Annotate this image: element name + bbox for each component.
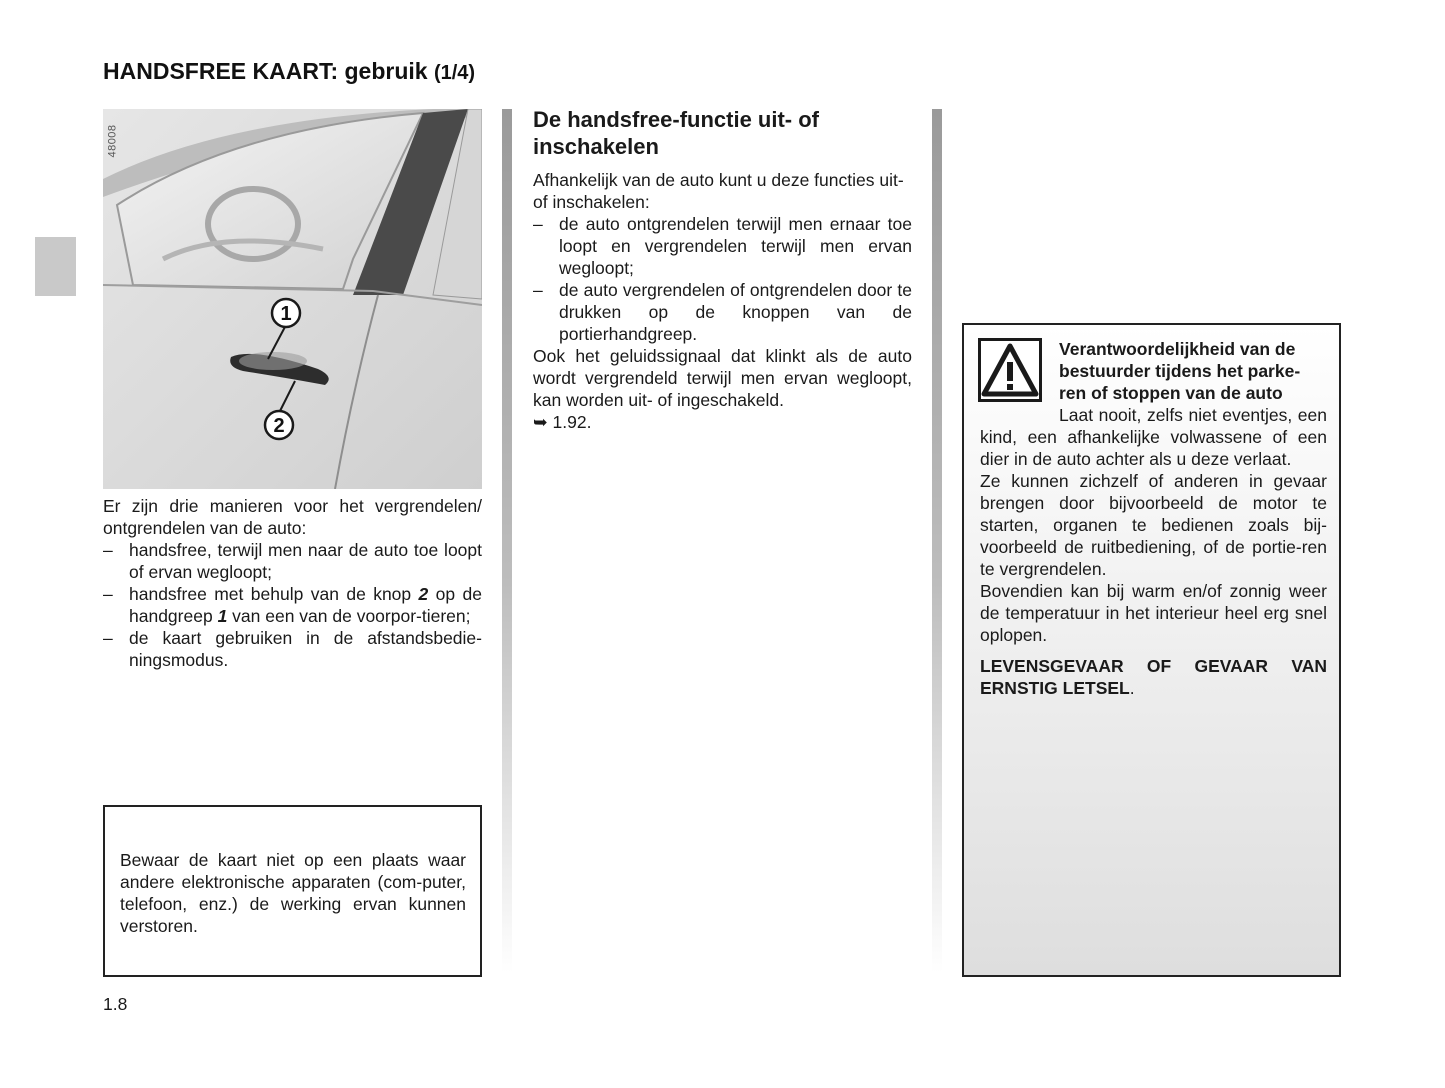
warning-title: Verantwoordelijkheid van de bestuurder tijdens het parke-ren of stoppen van de auto: [1059, 339, 1301, 403]
section-heading: De handsfree-functie uit- of inschakelen: [533, 107, 820, 159]
button-ref: 2: [418, 584, 429, 604]
page-number: 1.8: [103, 994, 128, 1014]
danger-text: LEVENSGEVAAR OF GEVAAR VAN ERNSTIG LETSEL: [980, 656, 1327, 698]
danger-end: .: [1129, 678, 1135, 698]
item-text: op de handgreep: [129, 584, 482, 626]
page-title-part: (1/4): [433, 62, 476, 84]
note-box: [103, 805, 482, 977]
page-title-main: HANDSFREE KAART: gebruik: [103, 58, 428, 84]
list-item: [103, 583, 482, 627]
page-reference: [533, 411, 912, 433]
page-title: [103, 58, 475, 85]
car-door-illustration: [103, 109, 482, 489]
arrow-icon: ➥: [533, 412, 548, 432]
car-door-drawing: [103, 109, 482, 489]
page-reference-text: 1.92.: [547, 412, 592, 432]
lock-methods-list: [103, 539, 482, 671]
handsfree-functions-list: [533, 213, 912, 345]
item-text: van een van de voorpor-tieren;: [227, 606, 471, 626]
column-divider-right: [932, 109, 942, 973]
middle-intro: Afhankelijk van de auto kunt u deze functies uit- of inschakelen:: [533, 170, 904, 212]
list-item: – de auto ontgrendelen terwijl men ernaar toe loopt en vergrendelen terwijl men ervan wegloopt;: [533, 213, 912, 279]
handle-ref: 1: [217, 606, 228, 626]
figure-number-text: 48008: [106, 124, 119, 158]
list-item: – de kaart gebruiken in de afstandsbedie-ningsmodus.: [103, 627, 482, 671]
section-tab: [35, 237, 76, 296]
note-text: Bewaar de kaart niet op een plaats waar andere elektronische apparaten (com-puter, telefoon, enz.) de werking ervan kunnen verstoren.: [120, 850, 466, 936]
warning-box: [962, 323, 1341, 977]
column-divider-left: [502, 109, 512, 973]
list-item: – handsfree, terwijl men naar de auto toe loopt of ervan wegloopt;: [103, 539, 482, 583]
warning-body: [980, 404, 1327, 699]
warning-text: Laat nooit, zelfs niet eventjes, een kind, een afhankelijke volwassene of een dier in de auto achter als u deze verlaat.: [980, 405, 1327, 469]
item-text: handsfree met behulp van de knop: [129, 584, 419, 604]
warning-paragraph-1: [980, 404, 1327, 470]
middle-column: [533, 169, 912, 433]
list-item: – de auto vergrendelen of ontgrendelen door te drukken op de knoppen van de portierhandgreep.: [533, 279, 912, 345]
danger-statement: [980, 655, 1327, 699]
left-column: [103, 495, 482, 671]
warning-triangle-icon: [978, 338, 1042, 402]
callout-1: 1: [280, 303, 292, 325]
callout-2: 2: [273, 415, 285, 437]
warning-paragraph-2: Ze kunnen zichzelf of anderen in gevaar brengen door bijvoorbeeld de motor te starten, organen te bedienen zoals bij-voorbeeld de ruitbediening, of de portie-ren te vergrendelen.: [980, 471, 1327, 579]
warning-paragraph-3: Bovendien kan bij warm en/of zonnig weer de temperatuur in het interieur heel erg snel oplopen.: [980, 581, 1327, 645]
left-intro: Er zijn drie manieren voor het vergrendelen/ ontgrendelen van de auto:: [103, 496, 482, 538]
figure-number: [108, 121, 128, 163]
middle-outro: Ook het geluidssignaal dat klinkt als de auto wordt vergrendeld terwijl men ervan wegloopt, kan worden uit- of ingeschakeld.: [533, 346, 912, 410]
